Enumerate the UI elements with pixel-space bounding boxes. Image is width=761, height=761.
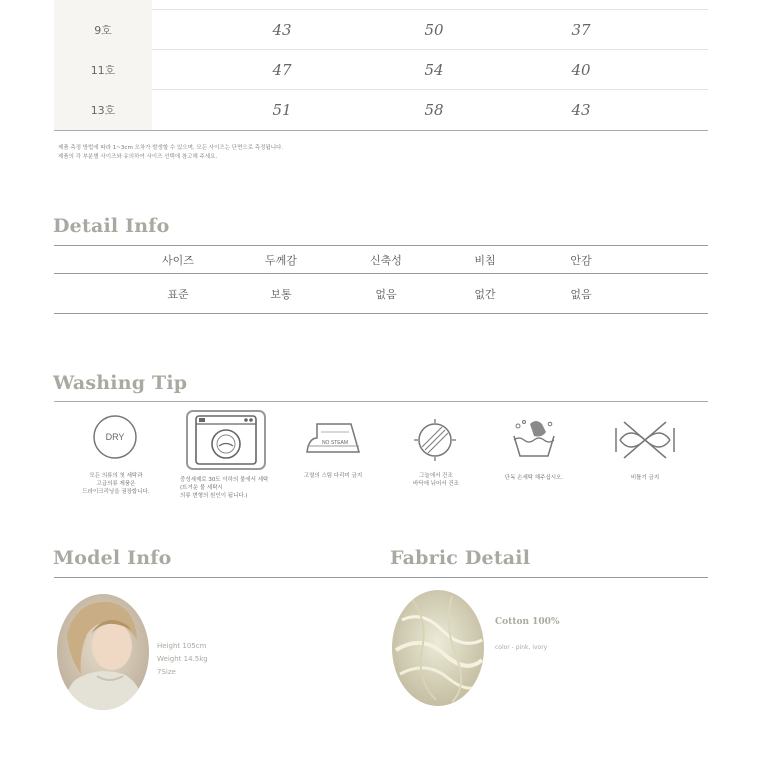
size-row-11 — [54, 50, 708, 90]
detail-value: 없음 — [375, 288, 397, 301]
wash-caption-line: 모든 의류의 첫 세탁과 — [89, 473, 143, 479]
wash-caption-line: 중성세제로 30도 이하의 물에서 세탁 — [180, 477, 269, 483]
detail-header: 신축성 — [370, 254, 402, 267]
model-height: Height 105cm — [157, 642, 207, 650]
detail-header: 사이즈 — [162, 254, 194, 267]
wash-caption-line: 비틀기 금지 — [630, 475, 660, 481]
size-table-bottom-rule — [54, 130, 708, 131]
wash-caption-line: 고급의류 제품은 — [96, 481, 136, 487]
detail-top-rule — [54, 245, 708, 246]
detail-header: 두께감 — [265, 254, 297, 267]
model-info-text — [157, 640, 208, 679]
washing-tip-title: Washing Tip — [53, 372, 188, 394]
detail-value: 없간 — [474, 288, 496, 301]
size-value: 50 — [424, 21, 444, 39]
size-label: 11호 — [90, 64, 116, 77]
no-wring-icon — [614, 420, 676, 460]
size-value: 43 — [272, 21, 292, 39]
detail-value: 없음 — [570, 288, 592, 301]
fabric-color: color - pink, ivory — [495, 644, 548, 651]
size-value: 47 — [272, 61, 292, 79]
no-steam-iron-icon — [303, 418, 363, 458]
size-label: 13호 — [90, 104, 116, 117]
size-value: 40 — [571, 61, 591, 79]
model-info-title: Model Info — [53, 547, 172, 569]
svg-text:NO STEAM: NO STEAM — [321, 440, 349, 446]
dry-clean-icon — [92, 414, 138, 460]
wash-caption-line: 바닥에 뉘어서 건조 — [412, 481, 459, 487]
wash-caption-line: (뜨거운 물 세탁시 — [180, 485, 223, 491]
shade-dry-icon — [413, 418, 457, 462]
size-value: 54 — [424, 61, 444, 79]
svg-text:DRY: DRY — [105, 432, 125, 442]
wash-caption-line: 단독 손세탁 해주십시오. — [504, 475, 564, 481]
size-value: 51 — [272, 101, 292, 119]
wash-caption-line: 고열의 스팀 다리미 금지 — [303, 473, 363, 479]
wash-caption — [288, 472, 378, 480]
detail-mid-rule — [54, 273, 708, 274]
size-value: 43 — [571, 101, 591, 119]
fabric-detail-title: Fabric Detail — [390, 547, 531, 569]
size-value: 58 — [424, 101, 444, 119]
fabric-material: Cotton 100% — [495, 617, 560, 627]
detail-header: 안감 — [570, 254, 592, 267]
model-weight: Weight 14.5kg — [157, 655, 208, 663]
hand-wash-icon — [510, 416, 558, 460]
wash-caption-line: 의류 변형의 원인이 됩니다.) — [180, 493, 248, 499]
size-note: 제품의 각 부분별 사이즈와 유의하여 사이즈 선택에 참고해 주세요. — [58, 154, 218, 160]
washing-machine-icon — [186, 410, 266, 470]
wash-caption-line: 그늘에서 건조 — [419, 473, 453, 479]
washing-rule — [54, 401, 708, 402]
detail-info-title: Detail Info — [53, 215, 170, 237]
wash-caption — [180, 476, 272, 500]
wash-caption — [494, 474, 574, 482]
wash-caption — [605, 474, 685, 482]
model-fabric-rule — [54, 577, 708, 578]
detail-value: 보통 — [270, 288, 292, 301]
fabric-photo — [392, 590, 484, 706]
model-photo — [57, 594, 149, 710]
size-row-13 — [54, 90, 708, 130]
wash-caption — [72, 472, 160, 496]
model-size: 7Size — [157, 668, 176, 676]
detail-bottom-rule — [54, 313, 708, 314]
size-label: 9호 — [94, 24, 112, 37]
wash-caption-line: 드라이크리닝을 권장합니다. — [82, 489, 150, 495]
wash-caption — [396, 472, 476, 488]
size-row-9 — [54, 10, 708, 50]
detail-header: 비침 — [474, 254, 496, 267]
size-note: 제품 측정 방법에 따라 1~3cm 오차가 발생할 수 있으며, 모든 사이즈는 단면으로 측정됩니다. — [58, 145, 284, 151]
detail-value: 표준 — [167, 288, 189, 301]
size-value: 37 — [571, 21, 591, 39]
